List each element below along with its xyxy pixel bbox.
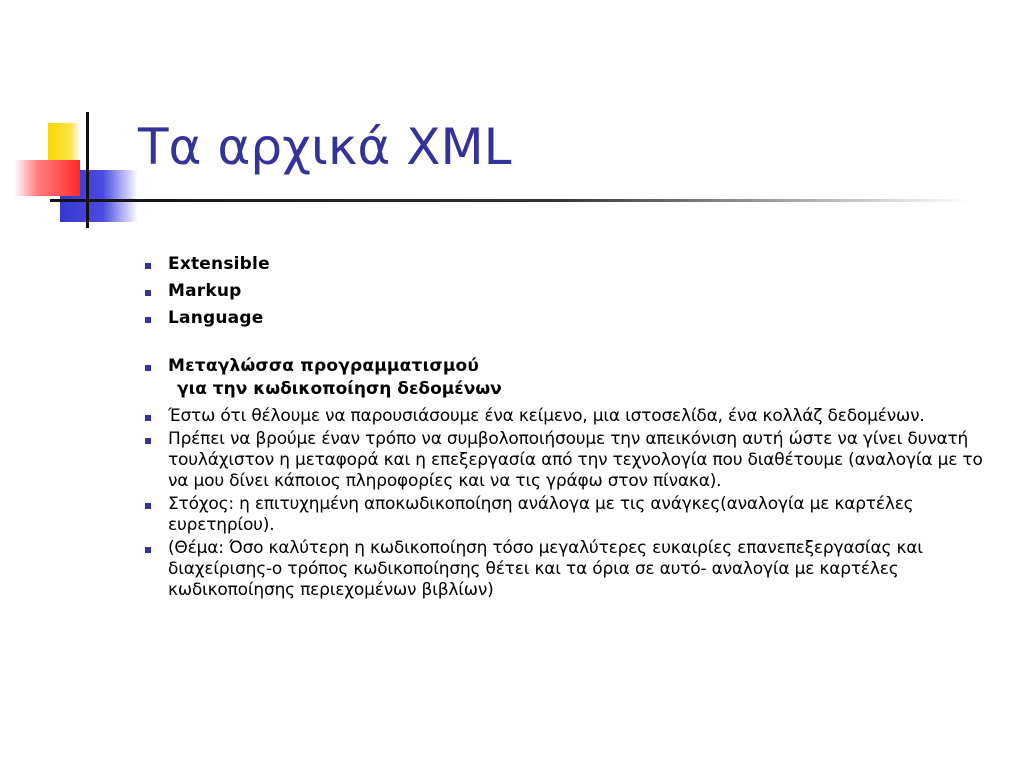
bullet-text: Έστω ότι θέλουμε να παρουσιάσουμε ένα κείμενο, μια ιστοσελίδα, ένα κολλάζ δεδομένων. [168, 406, 925, 426]
bullet-item-body-3 [140, 494, 990, 536]
bullet-item-language [140, 308, 990, 329]
square-bullet-icon [145, 503, 151, 509]
bullet-text: Μεταγλώσσα προγραμματισμού [168, 356, 480, 376]
square-bullet-icon [145, 317, 151, 323]
logo-red-block [14, 160, 80, 196]
bullet-text: Extensible [168, 254, 270, 274]
bullet-item-markup [140, 281, 990, 302]
logo-vertical-line [86, 112, 89, 228]
bullet-item-body-4 [140, 538, 990, 601]
continuation-text: για την κωδικοποίηση δεδομένων [177, 379, 502, 399]
bullet-item-body-2 [140, 429, 990, 492]
title-underline [50, 199, 970, 202]
bullet-item-body-1 [140, 406, 990, 427]
bullet-text: Στόχος: η επιτυχημένη αποκωδικοποίηση ανάλογα με τις ανάγκες(αναλογία με καρτέλες ευρετηρίου). [168, 494, 914, 535]
bullet-item-extensible [140, 254, 990, 275]
bullet-text: Language [168, 308, 264, 328]
square-bullet-icon [145, 438, 151, 444]
square-bullet-icon [145, 365, 151, 371]
bullet-continuation [140, 379, 990, 400]
bullet-text: Πρέπει να βρούμε έναν τρόπο να συμβολοποιήσουμε την απεικόνιση αυτή ώστε να γίνει δυνατή τουλάχιστον η μεταφορά και η επεξεργασία από την τεχνολογία που διαθέτουμε (αναλογία με το να μου δίνει κάποιος πληροφορίες και να τις γράφω στον πίνακα). [168, 429, 983, 491]
bullet-item-metalanguage [140, 356, 990, 377]
square-bullet-icon [145, 263, 151, 269]
slide-title: Τα αρχικά XML [138, 118, 512, 176]
bullet-text: (Θέμα: Όσο καλύτερη η κωδικοποίηση τόσο μεγαλύτερες ευκαιρίες επανεπεξεργασίας και διαχείρισης-ο τρόπος κωδικοποίησης θέτει και τα όρια σε αυτό- αναλογία με καρτέλες κωδικοποίησης περιεχομένων βιβλίων) [168, 538, 923, 600]
bullet-text: Markup [168, 281, 242, 301]
square-bullet-icon [145, 415, 151, 421]
square-bullet-icon [145, 547, 151, 553]
square-bullet-icon [145, 290, 151, 296]
slide-body [140, 254, 990, 603]
